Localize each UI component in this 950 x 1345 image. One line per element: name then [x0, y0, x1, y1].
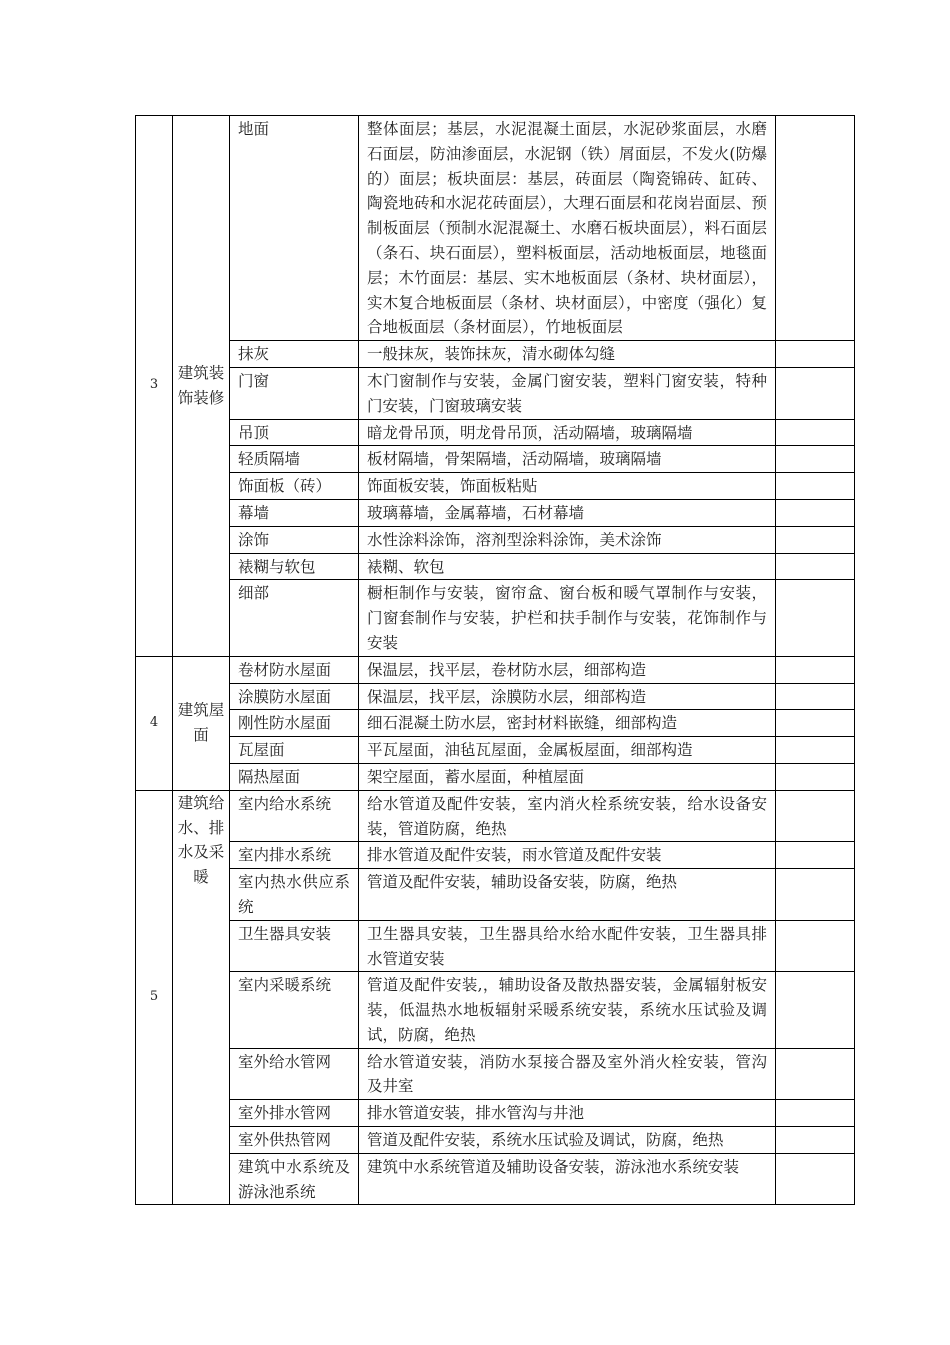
empty-cell	[776, 737, 855, 764]
group-number: 5	[136, 790, 173, 1205]
subdivision-cell: 室内给水系统	[230, 790, 359, 842]
items-cell: 暗龙骨吊顶，明龙骨吊顶，活动隔墙，玻璃隔墙	[359, 419, 776, 446]
table-row	[136, 419, 855, 446]
empty-cell	[776, 710, 855, 737]
subdivision-cell: 室外给水管网	[230, 1048, 359, 1100]
items-cell: 水性涂料涂饰，溶剂型涂料涂饰，美术涂饰	[359, 526, 776, 553]
items-cell: 给水管道安装，消防水泵接合器及室外消火栓安装，管沟及井室	[359, 1048, 776, 1100]
subdivision-cell: 室外排水管网	[230, 1100, 359, 1127]
empty-cell	[776, 419, 855, 446]
empty-cell	[776, 869, 855, 921]
table-row	[136, 737, 855, 764]
subdivision-cell: 卫生器具安装	[230, 920, 359, 972]
items-cell: 建筑中水系统管道及辅助设备安装，游泳池水系统安装	[359, 1153, 776, 1205]
empty-cell	[776, 499, 855, 526]
empty-cell	[776, 972, 855, 1048]
items-cell: 饰面板安装，饰面板粘贴	[359, 473, 776, 500]
items-cell: 平瓦屋面，油毡瓦屋面，金属板屋面，细部构造	[359, 737, 776, 764]
subdivision-cell: 细部	[230, 580, 359, 656]
items-cell: 管道及配件安装,，辅助设备及散热器安装，金属辐射板安装，低温热水地板辐射采暖系统安装，系统水压试验及调试，防腐，绝热	[359, 972, 776, 1048]
subdivision-cell: 卷材防水屋面	[230, 656, 359, 683]
items-cell: 架空屋面，蓄水屋面，种植屋面	[359, 763, 776, 790]
table-row	[136, 790, 855, 842]
table-row	[136, 526, 855, 553]
group-category: 建筑装饰装修	[173, 116, 230, 657]
empty-cell	[776, 446, 855, 473]
table-row	[136, 553, 855, 580]
items-cell: 排水管道及配件安装，雨水管道及配件安装	[359, 842, 776, 869]
table-row	[136, 367, 855, 419]
table-row	[136, 683, 855, 710]
subdivision-cell: 室内排水系统	[230, 842, 359, 869]
group-number: 3	[136, 116, 173, 657]
items-cell: 整体面层；基层，水泥混凝土面层，水泥砂浆面层，水磨石面层，防油渗面层，水泥钢（铁）屑面层，不发火(防爆的）面层；板块面层：基层，砖面层（陶瓷锦砖、缸砖、陶瓷地砖和水泥花砖面层），大理石面层和花岗岩面层、预制板面层（预制水泥混凝土、水磨石板块面层），料石面层（条石、块石面层），塑料板面层，活动地板面层，地毯面层；木竹面层：基层、实木地板面层（条材、块材面层），实木复合地板面层（条材、块材面层），中密度（强化）复合地板面层（条材面层），竹地板面层	[359, 116, 776, 341]
items-cell: 管道及配件安装，系统水压试验及调试，防腐，绝热	[359, 1127, 776, 1154]
items-cell: 管道及配件安装，辅助设备安装，防腐，绝热	[359, 869, 776, 921]
table-row	[136, 1048, 855, 1100]
subdivision-cell: 地面	[230, 116, 359, 341]
table-row	[136, 656, 855, 683]
empty-cell	[776, 763, 855, 790]
table-row	[136, 1100, 855, 1127]
items-cell: 卫生器具安装，卫生器具给水给水配件安装，卫生器具排水管道安装	[359, 920, 776, 972]
empty-cell	[776, 526, 855, 553]
table-row	[136, 842, 855, 869]
empty-cell	[776, 116, 855, 341]
table-body	[136, 116, 855, 1205]
empty-cell	[776, 1153, 855, 1205]
table-row	[136, 920, 855, 972]
table-row	[136, 710, 855, 737]
items-cell: 细石混凝土防水层，密封材料嵌缝，细部构造	[359, 710, 776, 737]
table-row	[136, 869, 855, 921]
table-row	[136, 446, 855, 473]
items-cell: 一般抹灰，装饰抹灰，清水砌体勾缝	[359, 341, 776, 368]
construction-subdivision-table	[135, 115, 855, 1205]
table-row	[136, 1153, 855, 1205]
subdivision-cell: 抹灰	[230, 341, 359, 368]
table-row	[136, 1127, 855, 1154]
subdivision-cell: 建筑中水系统及游泳池系统	[230, 1153, 359, 1205]
subdivision-cell: 涂饰	[230, 526, 359, 553]
empty-cell	[776, 1127, 855, 1154]
items-cell: 排水管道安装，排水管沟与井池	[359, 1100, 776, 1127]
table-row	[136, 580, 855, 656]
items-cell: 保温层，找平层，卷材防水层，细部构造	[359, 656, 776, 683]
subdivision-cell: 隔热屋面	[230, 763, 359, 790]
empty-cell	[776, 367, 855, 419]
empty-cell	[776, 920, 855, 972]
subdivision-cell: 刚性防水屋面	[230, 710, 359, 737]
table-row	[136, 972, 855, 1048]
empty-cell	[776, 1048, 855, 1100]
table-row	[136, 341, 855, 368]
group-category: 建筑屋面	[173, 656, 230, 790]
subdivision-cell: 幕墙	[230, 499, 359, 526]
items-cell: 板材隔墙，骨架隔墙，活动隔墙，玻璃隔墙	[359, 446, 776, 473]
empty-cell	[776, 1100, 855, 1127]
subdivision-cell: 室内热水供应系统	[230, 869, 359, 921]
subdivision-cell: 裱糊与软包	[230, 553, 359, 580]
group-category: 建筑给水、排水及采暖	[173, 790, 230, 1205]
empty-cell	[776, 473, 855, 500]
empty-cell	[776, 341, 855, 368]
table-row	[136, 763, 855, 790]
empty-cell	[776, 553, 855, 580]
subdivision-cell: 瓦屋面	[230, 737, 359, 764]
subdivision-cell: 室外供热管网	[230, 1127, 359, 1154]
empty-cell	[776, 656, 855, 683]
empty-cell	[776, 683, 855, 710]
subdivision-cell: 门窗	[230, 367, 359, 419]
items-cell: 木门窗制作与安装，金属门窗安装，塑料门窗安装，特种门安装，门窗玻璃安装	[359, 367, 776, 419]
items-cell: 裱糊、软包	[359, 553, 776, 580]
group-number: 4	[136, 656, 173, 790]
empty-cell	[776, 790, 855, 842]
subdivision-cell: 涂膜防水屋面	[230, 683, 359, 710]
items-cell: 给水管道及配件安装，室内消火栓系统安装，给水设备安装，管道防腐，绝热	[359, 790, 776, 842]
table-row	[136, 499, 855, 526]
items-cell: 保温层，找平层，涂膜防水层，细部构造	[359, 683, 776, 710]
table-row	[136, 473, 855, 500]
items-cell: 橱柜制作与安装，窗帘盒、窗台板和暖气罩制作与安装，门窗套制作与安装，护栏和扶手制作与安装，花饰制作与安装	[359, 580, 776, 656]
empty-cell	[776, 580, 855, 656]
subdivision-cell: 饰面板（砖）	[230, 473, 359, 500]
subdivision-cell: 室内采暖系统	[230, 972, 359, 1048]
table-row	[136, 116, 855, 341]
subdivision-cell: 吊顶	[230, 419, 359, 446]
subdivision-cell: 轻质隔墙	[230, 446, 359, 473]
items-cell: 玻璃幕墙，金属幕墙，石材幕墙	[359, 499, 776, 526]
empty-cell	[776, 842, 855, 869]
